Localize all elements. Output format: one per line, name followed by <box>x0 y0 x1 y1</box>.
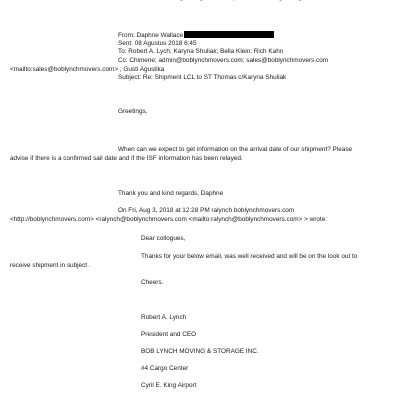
header-cc: Cc: Chimene; admin@boblynchmovers.com; sales@boblynchmovers.com <box>118 57 329 64</box>
greeting: Greetings, <box>118 108 148 115</box>
thanks-line: Thank you and kind regards, Daphne <box>118 190 224 197</box>
signature-company: BOB LYNCH MOVING & STORAGE INC. <box>141 348 259 355</box>
body-line-2: advise if there is a confirmed sail date and if the ISF information has been relayed. <box>10 155 243 162</box>
quote-header-2: <http://boblynchmovers.com> <ralynch@boblynchmovers.com <mailto:ralynch@boblynchmovers.com> > wrote: <box>10 216 328 223</box>
redaction-bar <box>184 31 274 38</box>
signature-address-1: #4 Cargo Center <box>141 365 189 372</box>
signature-title: President and CEO <box>141 331 197 338</box>
signature-address-2: Cyril E. King Airport <box>141 382 197 389</box>
signature-name: Robert A. Lynch <box>141 314 187 321</box>
dear-line: Dear collogues, <box>141 235 186 242</box>
reply-line-1: Thanks for your below email, was well received and will be on the look out to <box>141 253 358 260</box>
body-line-1: When can we expect to get information on the arrival date of our shipment? Please <box>118 146 353 153</box>
header-subject: Subject: Re: Shipment LCL to ST Thomas c/Karyna Shuliak <box>118 74 287 81</box>
header-sent: Sent: 08 Agustus 2018 6:45 <box>118 40 197 47</box>
from-text: From: Daphne Wallace <box>118 32 184 39</box>
website-line <box>118 0 325 3</box>
header-cc-continued: <mailto:sales@boblynchmovers.com> ; Gusti Agustika <box>10 66 165 73</box>
reply-line-2: receive shipment in subject . <box>10 262 91 269</box>
header-to: To: Robert A. Lych; Karyna Shuliak; Bella Klein; Rich Kahn <box>118 48 284 55</box>
cheers-line: Cheers. <box>141 279 164 286</box>
quote-header-1: On Fri, Aug 3, 2018 at 12:28 PM ralynch boblynchmovers.com <box>118 207 295 214</box>
